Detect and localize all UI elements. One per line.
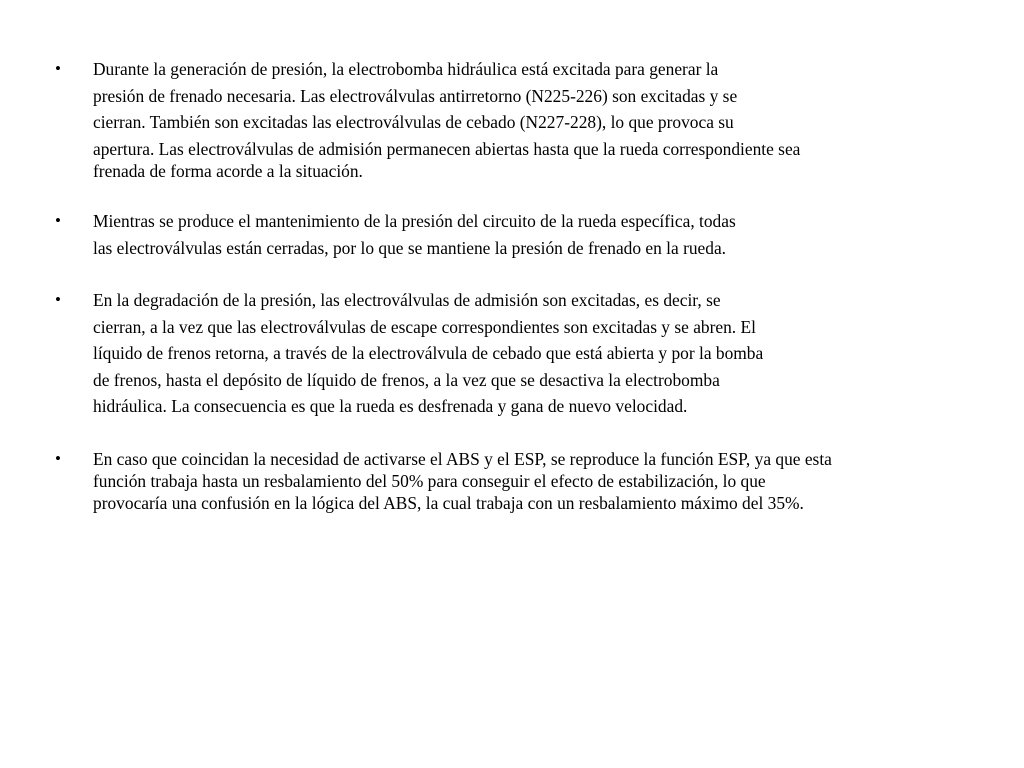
bullet-marker: • <box>55 59 61 78</box>
bullet-line: cierran, a la vez que las electroválvulas de escape correspondientes son excitadas y se abren. El <box>93 317 756 337</box>
bullet-line: frenada de forma acorde a la situación. <box>93 161 363 181</box>
bullet-line: cierran. También son excitadas las electroválvulas de cebado (N227-228), lo que provoca su <box>93 112 734 132</box>
bullet-line: de frenos, hasta el depósito de líquido de frenos, a la vez que se desactiva la electrobomba <box>93 370 720 390</box>
bullet-line: provocaría una confusión en la lógica del ABS, la cual trabaja con un resbalamiento máximo del 35%. <box>93 493 804 513</box>
bullet-marker: • <box>55 211 61 230</box>
bullet-line: las electroválvulas están cerradas, por lo que se mantiene la presión de frenado en la rueda. <box>93 238 727 258</box>
bullet-line: presión de frenado necesaria. Las electroválvulas antirretorno (N225-226) son excitadas y se <box>93 86 738 106</box>
bullet-marker: • <box>55 290 61 309</box>
bullet-line: En caso que coincidan la necesidad de activarse el ABS y el ESP, se reproduce la función ESP, ya que esta <box>93 449 832 469</box>
bullet-line: líquido de frenos retorna, a través de la electroválvula de cebado que está abierta y por la bomba <box>93 343 764 363</box>
bullet-line: función trabaja hasta un resbalamiento del 50% para conseguir el efecto de estabilización, lo que <box>93 471 766 491</box>
bullet-line: En la degradación de la presión, las electroválvulas de admisión son excitadas, es decir, se <box>93 290 721 310</box>
bullet-line: Mientras se produce el mantenimiento de la presión del circuito de la rueda específica, todas <box>93 211 736 231</box>
bullet-marker: • <box>55 449 61 468</box>
bullet-line: hidráulica. La consecuencia es que la rueda es desfrenada y gana de nuevo velocidad. <box>93 396 688 416</box>
bullet-line: Durante la generación de presión, la electrobomba hidráulica está excitada para generar la <box>93 59 719 79</box>
bullet-line: apertura. Las electroválvulas de admisión permanecen abiertas hasta que la rueda correspondiente sea <box>93 139 801 159</box>
